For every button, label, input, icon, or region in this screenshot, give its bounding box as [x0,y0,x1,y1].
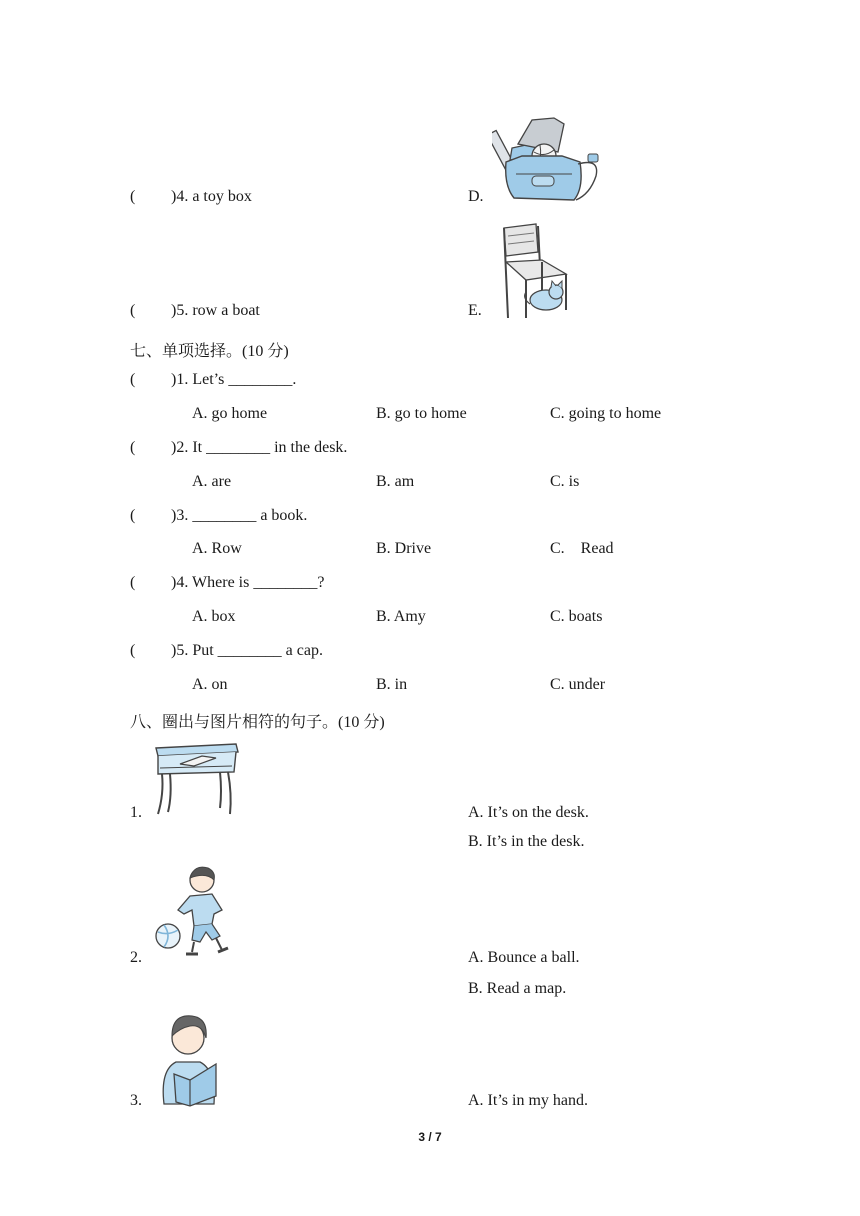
option-a: A. box [192,608,236,625]
section8-item1-option-b[interactable]: B. It’s in the desk. [468,833,585,850]
match-q5-text: )5. row a boat [171,302,260,319]
boy-bouncing-ball-picture [150,862,244,966]
option-c: C. under [550,676,606,693]
section8-heading: 八、圈出与图片相符的句子。(10 分) [130,714,385,731]
answer-paren[interactable]: ( [130,642,136,659]
chair-with-cat-underneath-picture [496,222,576,320]
option-b: B. in [376,676,408,693]
match-q4-text: )4. a toy box [171,188,252,205]
section8-item1-number: 1. [130,804,142,821]
match-option-e-letter: E. [468,302,482,319]
desk-with-book-inside-picture [150,738,242,818]
question-stem: )5. Put ________ a cap. [171,642,323,659]
schoolbag-with-ball-and-ruler-picture [492,112,602,207]
answer-paren[interactable]: ( [130,439,136,456]
answer-paren[interactable]: ( [130,574,136,591]
match-q4-paren[interactable]: ( [130,188,136,205]
section8-item3-option-a[interactable]: A. It’s in my hand. [468,1092,588,1109]
option-c: C. going to home [550,405,662,422]
question-stem: )2. It ________ in the desk. [171,439,348,456]
option-c: C. is [550,473,580,490]
option-a: A. on [192,676,228,693]
option-b: B. am [376,473,415,490]
option-c: C. Read [550,540,614,557]
answer-paren[interactable]: ( [130,371,136,388]
option-b: B. Drive [376,540,432,557]
option-a: A. are [192,473,232,490]
section8-item2-option-a[interactable]: A. Bounce a ball. [468,949,580,966]
section8-item2-number: 2. [130,949,142,966]
option-c: C. boats [550,608,603,625]
section8-item3-number: 3. [130,1092,142,1109]
match-q5-paren[interactable]: ( [130,302,136,319]
section8-item2-option-b[interactable]: B. Read a map. [468,980,567,997]
option-a: A. go home [192,405,268,422]
answer-paren[interactable]: ( [130,507,136,524]
section7-heading: 七、单项选择。(10 分) [130,343,289,360]
question-stem: )3. ________ a book. [171,507,308,524]
page-number: 3 / 7 [418,1130,442,1144]
question-stem: )4. Where is ________? [171,574,325,591]
match-option-d-letter: D. [468,188,484,205]
option-a: A. Row [192,540,242,557]
question-stem: )1. Let’s ________. [171,371,297,388]
option-b: B. Amy [376,608,426,625]
section8-item1-option-a[interactable]: A. It’s on the desk. [468,804,589,821]
boy-reading-book-picture [154,1008,224,1108]
option-b: B. go to home [376,405,467,422]
